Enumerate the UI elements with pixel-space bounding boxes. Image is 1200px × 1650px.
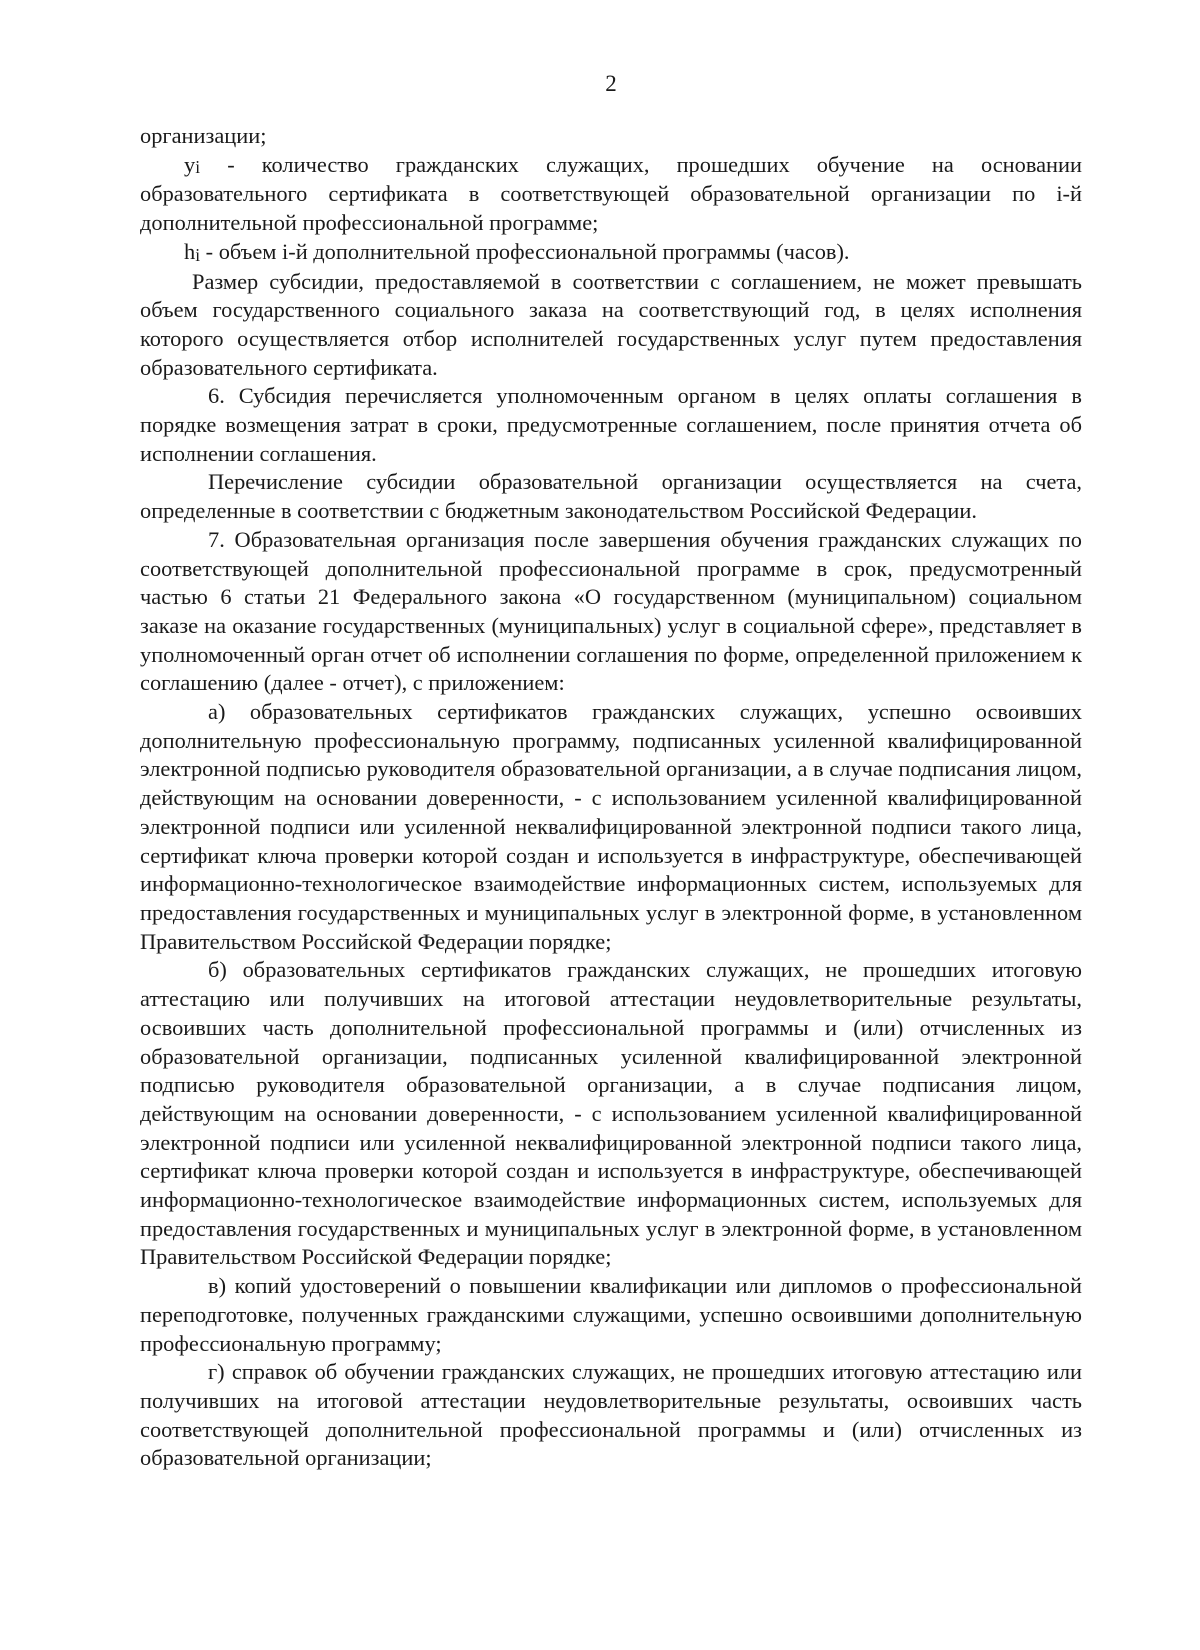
paragraph-text: 6. Субсидия перечисляется уполномоченным органом в целях оплаты соглашения в порядке возмещения затрат в сроки, предусмотренные соглашением, после принятия отчета об исполнении соглашения. bbox=[140, 383, 1082, 466]
paragraph-text: Размер субсидии, предоставляемой в соответствии с соглашением, не может превышать объем государственного социального заказа на соответствующий год, в целях исполнения которого осуществляется отбор исполнителей государственных услуг путем предоставления образовательного сертификата. bbox=[140, 268, 1082, 380]
document-body bbox=[140, 122, 1082, 1473]
paragraph-text: б) образовательных сертификатов гражданских служащих, не прошедших итоговую аттестацию или получивших на итоговой аттестации неудовлетворительные результаты, освоивших часть дополнительной профессиональной программы и (или) отчисленных из образовательной организации, подписанных усиленной квалифицированной электронной подписью руководителя образовательной организации, а в случае подписания лицом, действующим на основании доверенности, - с использованием усиленной квалифицированной электронной подписи или усиленной неквалифицированной электронной подписи такого лица, сертификат ключа проверки которой создан и используется в инфраструктуре, обеспечивающей информационно-технологическое взаимодействие информационных систем, используемых для предоставления государственных и муниципальных услуг в электронной форме, в установленном Правительством Российской Федерации порядке; bbox=[140, 957, 1082, 1270]
paragraph-text: организации; bbox=[140, 123, 267, 148]
page-number: 2 bbox=[605, 71, 617, 96]
paragraph-text: г) справок об обучении гражданских служащих, не прошедших итоговую аттестацию или получивших на итоговой аттестации неудовлетворительные результаты, освоивших часть соответствующей дополнительной профессиональной программы и (или) отчисленных из образовательной организации; bbox=[140, 1359, 1082, 1471]
paragraph-p8 bbox=[140, 956, 1082, 1272]
paragraph-p3 bbox=[140, 268, 1082, 383]
paragraph-p10 bbox=[140, 1358, 1082, 1473]
paragraph-p5 bbox=[140, 468, 1082, 525]
paragraph-p0 bbox=[140, 122, 1082, 151]
paragraph-text: - объем i-й дополнительной профессиональной программы (часов). bbox=[200, 238, 850, 264]
paragraph-text: 7. Образовательная организация после завершения обучения гражданских служащих по соответствующей дополнительной профессиональной программе в срок, предусмотренный частью 6 статьи 21 Федерального закона «О государственном (муниципальном) социальном заказе на оказание государственных (муниципальных) услуг в социальной сфере», представляет в уполномоченный орган отчет об исполнении соглашения по форме, определенной приложением к соглашению (далее - отчет), с приложением: bbox=[140, 526, 1082, 696]
paragraph-text: Перечисление субсидии образовательной организации осуществляется на счета, определенные в соответствии с бюджетным законодательством Российской Федерации. bbox=[140, 469, 1082, 524]
paragraph-text: а) образовательных сертификатов гражданских служащих, успешно освоивших дополнительную профессиональную программу, подписанных усиленной квалифицированной электронной подписью руководителя образовательной организации, а в случае подписания лицом, действующим на основании доверенности, - с использованием усиленной квалифицированной электронной подписи или усиленной неквалифицированной электронной подписи такого лица, сертификат ключа проверки которой создан и используется в инфраструктуре, обеспечивающей информационно-технологическое взаимодействие информационных систем, используемых для предоставления государственных и муниципальных услуг в электронной форме, в установленном Правительством Российской Федерации порядке; bbox=[140, 699, 1082, 954]
paragraph-p1 bbox=[140, 151, 1082, 238]
paragraph-p6 bbox=[140, 526, 1082, 698]
formula-subscript: i bbox=[195, 244, 201, 265]
paragraph-p9 bbox=[140, 1272, 1082, 1358]
paragraph-text: - количество гражданских служащих, прошедших обучение на основании образовательного сертификата в соответствующей образовательной организации по i-й дополнительной профессиональной программе; bbox=[140, 151, 1082, 236]
paragraph-p4 bbox=[140, 382, 1082, 468]
formula-subscript: i bbox=[195, 157, 201, 178]
paragraph-p7 bbox=[140, 698, 1082, 956]
paragraph-p2 bbox=[140, 238, 1082, 268]
formula-symbol: y bbox=[184, 151, 196, 177]
formula-symbol: h bbox=[184, 238, 196, 264]
paragraph-text: в) копий удостоверений о повышении квалификации или дипломов о профессиональной переподготовке, полученных гражданскими служащими, успешно освоившими дополнительную профессиональную программу; bbox=[140, 1273, 1082, 1356]
